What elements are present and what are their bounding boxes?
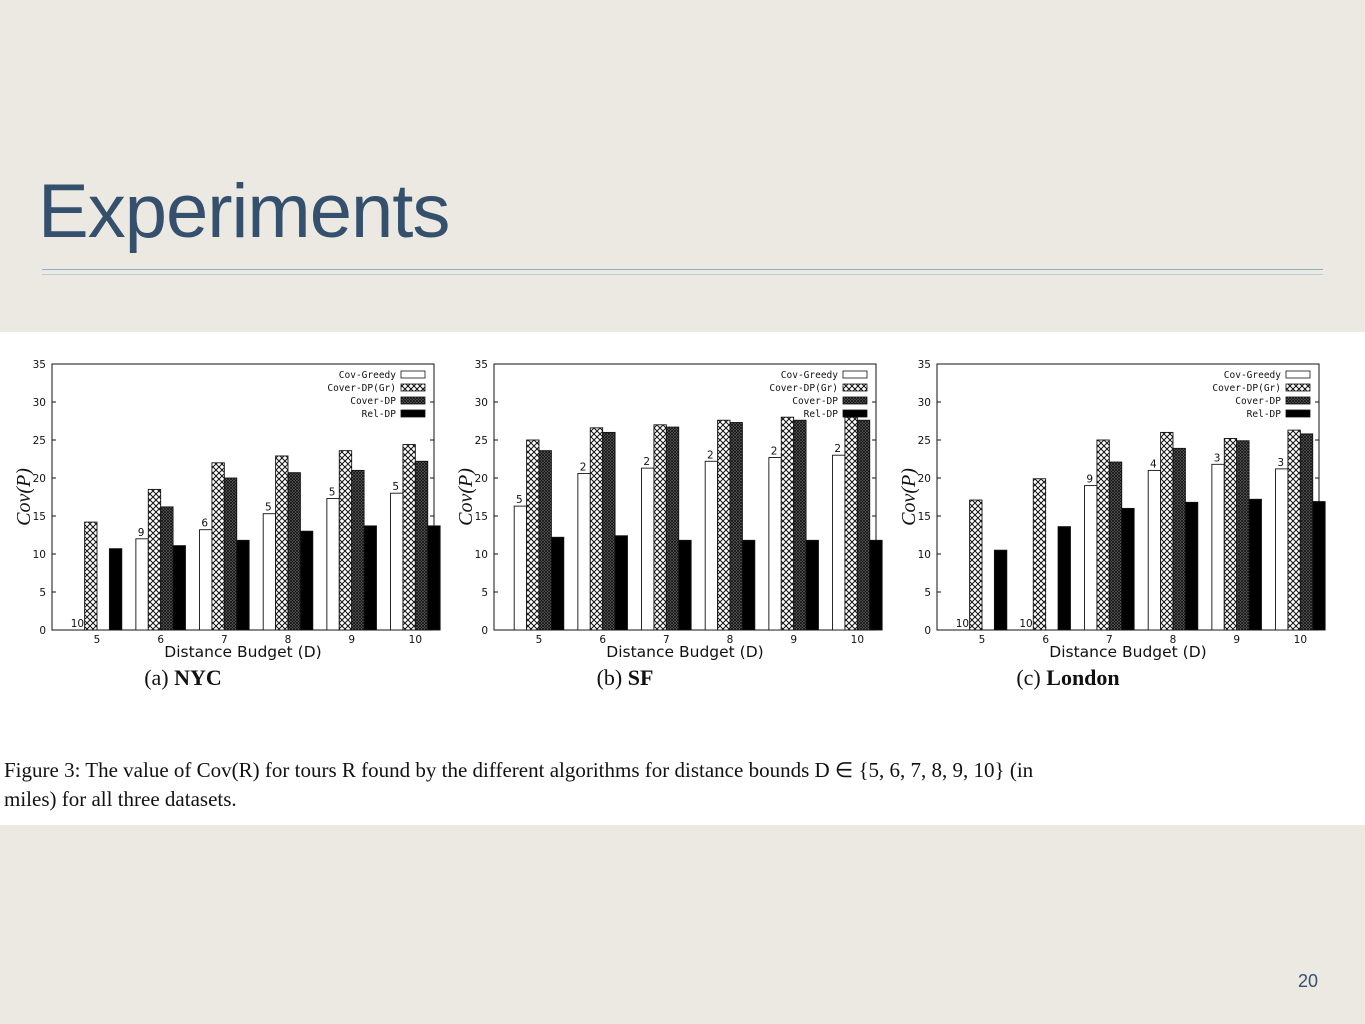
bar-dense xyxy=(857,420,869,630)
bar-dense xyxy=(1109,462,1121,630)
bar-cross xyxy=(1097,440,1109,630)
bar-black xyxy=(551,537,563,630)
bar-data-label: 4 xyxy=(1150,458,1157,471)
x-tick-label: 9 xyxy=(1233,634,1241,646)
bar-white xyxy=(578,473,590,630)
bar-cross xyxy=(339,451,351,630)
legend-swatch xyxy=(843,384,867,391)
bar-data-label: 2 xyxy=(834,443,842,456)
bar-white xyxy=(642,468,654,630)
x-axis-label: Distance Budget (D) xyxy=(1049,643,1207,661)
title-divider-secondary xyxy=(42,274,1323,275)
figure-charts xyxy=(0,332,1365,732)
bar-data-label: 5 xyxy=(328,486,336,499)
bar-cross xyxy=(781,417,793,630)
bar-white xyxy=(200,530,212,630)
y-tick-label: 30 xyxy=(32,397,46,409)
bar-data-label: 10 xyxy=(1019,618,1033,630)
x-tick-label: 10 xyxy=(408,634,423,646)
bar-dense xyxy=(794,420,806,630)
y-tick-label: 30 xyxy=(917,397,931,409)
legend-swatch xyxy=(1286,410,1310,417)
chart-caption-name: SF xyxy=(627,665,654,690)
legend-swatch xyxy=(843,397,867,404)
bar-dense xyxy=(161,507,173,630)
figure-caption-line-2: miles) for all three datasets. xyxy=(4,787,237,811)
bar-white xyxy=(514,506,526,630)
bar-black xyxy=(109,549,121,630)
bar-white xyxy=(327,499,339,630)
y-tick-label: 5 xyxy=(39,587,46,599)
legend-label: Cov-Greedy xyxy=(780,370,838,381)
bar-cross xyxy=(845,417,857,630)
bar-black xyxy=(300,531,312,630)
chart-nyc xyxy=(13,359,440,690)
x-tick-label: 8 xyxy=(1169,634,1177,646)
bar-data-label: 2 xyxy=(579,461,587,474)
x-tick-label: 6 xyxy=(599,634,607,646)
chart-sf xyxy=(455,359,882,690)
figure-panel xyxy=(0,332,1365,825)
x-tick-label: 5 xyxy=(978,634,986,646)
bar-white xyxy=(1212,464,1224,630)
bar-white xyxy=(705,461,717,630)
y-tick-label: 15 xyxy=(474,511,488,523)
y-tick-label: 25 xyxy=(32,435,46,447)
bar-dense xyxy=(352,470,364,630)
y-tick-label: 5 xyxy=(481,587,488,599)
bar-black xyxy=(615,536,627,630)
chart-caption-name: London xyxy=(1046,665,1120,690)
bar-white xyxy=(136,539,148,630)
x-tick-label: 6 xyxy=(1042,634,1050,646)
title-divider xyxy=(42,269,1323,270)
slide-title: Experiments xyxy=(38,169,450,254)
bar-data-label: 2 xyxy=(770,445,778,458)
bar-data-label: 5 xyxy=(516,494,523,507)
bar-cross xyxy=(276,456,288,630)
bar-black xyxy=(1313,502,1325,630)
legend-swatch xyxy=(401,384,425,391)
x-axis-label: Distance Budget (D) xyxy=(164,643,322,661)
page-number: 20 xyxy=(1298,971,1319,991)
bar-data-label: 6 xyxy=(201,517,209,530)
x-axis-label: Distance Budget (D) xyxy=(606,643,764,661)
legend-swatch xyxy=(1286,397,1310,404)
bar-dense xyxy=(415,461,427,630)
x-tick-label: 6 xyxy=(157,634,165,646)
bar-white xyxy=(833,455,845,630)
bar-cross xyxy=(718,420,730,630)
bar-cross xyxy=(403,445,415,630)
y-tick-label: 35 xyxy=(32,359,46,371)
bar-data-label: 9 xyxy=(1086,473,1094,486)
y-tick-label: 20 xyxy=(32,473,46,485)
legend-label: Cover-DP xyxy=(792,396,838,407)
bar-black xyxy=(1185,502,1197,630)
bar-white xyxy=(391,493,403,630)
bar-cross xyxy=(1224,438,1236,630)
legend-label: Rel-DP xyxy=(361,409,396,420)
bar-black xyxy=(994,550,1006,630)
y-tick-label: 20 xyxy=(917,473,931,485)
bar-cross xyxy=(1033,479,1045,630)
legend-label: Cover-DP(Gr) xyxy=(1212,383,1281,394)
bar-dense xyxy=(288,473,300,630)
bar-data-label: 9 xyxy=(137,526,145,539)
y-tick-label: 35 xyxy=(917,359,931,371)
y-tick-label: 15 xyxy=(917,511,931,523)
bar-dense xyxy=(1173,448,1185,630)
chart-caption-prefix: (b) xyxy=(596,665,628,690)
legend-swatch xyxy=(1286,371,1310,378)
chart-caption xyxy=(144,665,222,690)
bar-dense xyxy=(730,423,742,630)
bar-data-label: 3 xyxy=(1277,456,1285,469)
legend-label: Rel-DP xyxy=(1246,409,1281,420)
y-tick-label: 0 xyxy=(39,625,46,637)
legend-swatch xyxy=(401,410,425,417)
bar-black xyxy=(870,540,882,630)
bar-dense xyxy=(539,451,551,630)
chart-caption-name: NYC xyxy=(174,665,222,690)
y-tick-label: 10 xyxy=(474,549,488,561)
x-tick-label: 7 xyxy=(1105,634,1113,646)
bar-white xyxy=(1085,486,1097,630)
bar-cross xyxy=(1161,432,1173,630)
x-tick-label: 9 xyxy=(348,634,356,646)
y-tick-label: 25 xyxy=(917,435,931,447)
x-tick-label: 10 xyxy=(850,634,865,646)
x-tick-label: 5 xyxy=(93,634,101,646)
bar-cross xyxy=(590,428,602,630)
legend-label: Cover-DP(Gr) xyxy=(769,383,838,394)
bar-black xyxy=(237,540,249,630)
legend-label: Cov-Greedy xyxy=(338,370,396,381)
bar-white xyxy=(1148,470,1160,630)
bar-white xyxy=(263,514,275,630)
bar-black xyxy=(1249,499,1261,630)
legend-swatch xyxy=(401,371,425,378)
bar-cross xyxy=(212,463,224,630)
x-tick-label: 8 xyxy=(726,634,734,646)
bar-data-label: 5 xyxy=(265,501,272,514)
legend-swatch xyxy=(843,371,867,378)
chart-caption-prefix: (a) xyxy=(144,665,175,690)
bar-dense xyxy=(1300,434,1312,630)
bar-dense xyxy=(1237,441,1249,630)
y-tick-label: 30 xyxy=(474,397,488,409)
bar-cross xyxy=(148,489,160,630)
bar-black xyxy=(1058,527,1070,630)
legend-label: Rel-DP xyxy=(803,409,838,420)
bar-dense xyxy=(224,478,236,630)
x-tick-label: 7 xyxy=(662,634,670,646)
chart-caption xyxy=(597,665,654,690)
legend-label: Cover-DP xyxy=(350,396,396,407)
y-axis-label: Cov(P) xyxy=(898,468,920,526)
y-tick-label: 10 xyxy=(32,549,46,561)
bar-black xyxy=(742,540,754,630)
y-tick-label: 20 xyxy=(474,473,488,485)
bar-data-label: 5 xyxy=(392,481,400,494)
legend-label: Cover-DP xyxy=(1235,396,1281,407)
x-tick-label: 10 xyxy=(1293,634,1308,646)
y-axis-label: Cov(P) xyxy=(13,468,35,526)
legend-label: Cover-DP(Gr) xyxy=(327,383,396,394)
bar-data-label: 3 xyxy=(1213,452,1221,465)
x-tick-label: 8 xyxy=(284,634,292,646)
bar-data-label: 10 xyxy=(955,618,970,630)
y-tick-label: 5 xyxy=(924,587,931,599)
bar-black xyxy=(364,526,376,630)
bar-cross xyxy=(970,500,982,630)
bar-cross xyxy=(527,440,539,630)
y-tick-label: 35 xyxy=(474,359,488,371)
y-tick-label: 10 xyxy=(917,549,931,561)
legend-label: Cov-Greedy xyxy=(1223,370,1281,381)
bar-dense xyxy=(603,432,615,630)
figure-caption-line-1: Figure 3: The value of Cov(R) for tours R found by the different algorithms for distance bounds D ∈ {5, 6, 7, 8, 9, 10} (in xyxy=(4,758,1034,782)
chart-caption xyxy=(1016,665,1119,690)
y-tick-label: 25 xyxy=(474,435,488,447)
chart-caption-prefix: (c) xyxy=(1016,665,1047,690)
chart-london xyxy=(898,359,1325,690)
bar-white xyxy=(769,457,781,630)
bar-cross xyxy=(85,522,97,630)
bar-dense xyxy=(666,427,678,630)
bar-cross xyxy=(1288,430,1300,630)
bar-black xyxy=(1122,508,1134,630)
bar-black xyxy=(428,526,440,630)
legend-swatch xyxy=(401,397,425,404)
y-tick-label: 0 xyxy=(924,625,931,637)
bar-black xyxy=(173,546,185,630)
y-axis-label: Cov(P) xyxy=(455,468,477,526)
x-tick-label: 9 xyxy=(790,634,798,646)
bar-cross xyxy=(654,425,666,630)
x-tick-label: 5 xyxy=(535,634,543,646)
bar-data-label: 2 xyxy=(707,449,714,462)
bar-white xyxy=(1276,469,1288,630)
bar-data-label: 10 xyxy=(70,618,85,630)
bar-black xyxy=(679,540,691,630)
legend-swatch xyxy=(843,410,867,417)
y-tick-label: 15 xyxy=(32,511,46,523)
y-tick-label: 0 xyxy=(481,625,488,637)
legend-swatch xyxy=(1286,384,1310,391)
bar-data-label: 2 xyxy=(643,456,651,469)
bar-black xyxy=(806,540,818,630)
figure-caption xyxy=(4,756,1360,814)
x-tick-label: 7 xyxy=(220,634,228,646)
